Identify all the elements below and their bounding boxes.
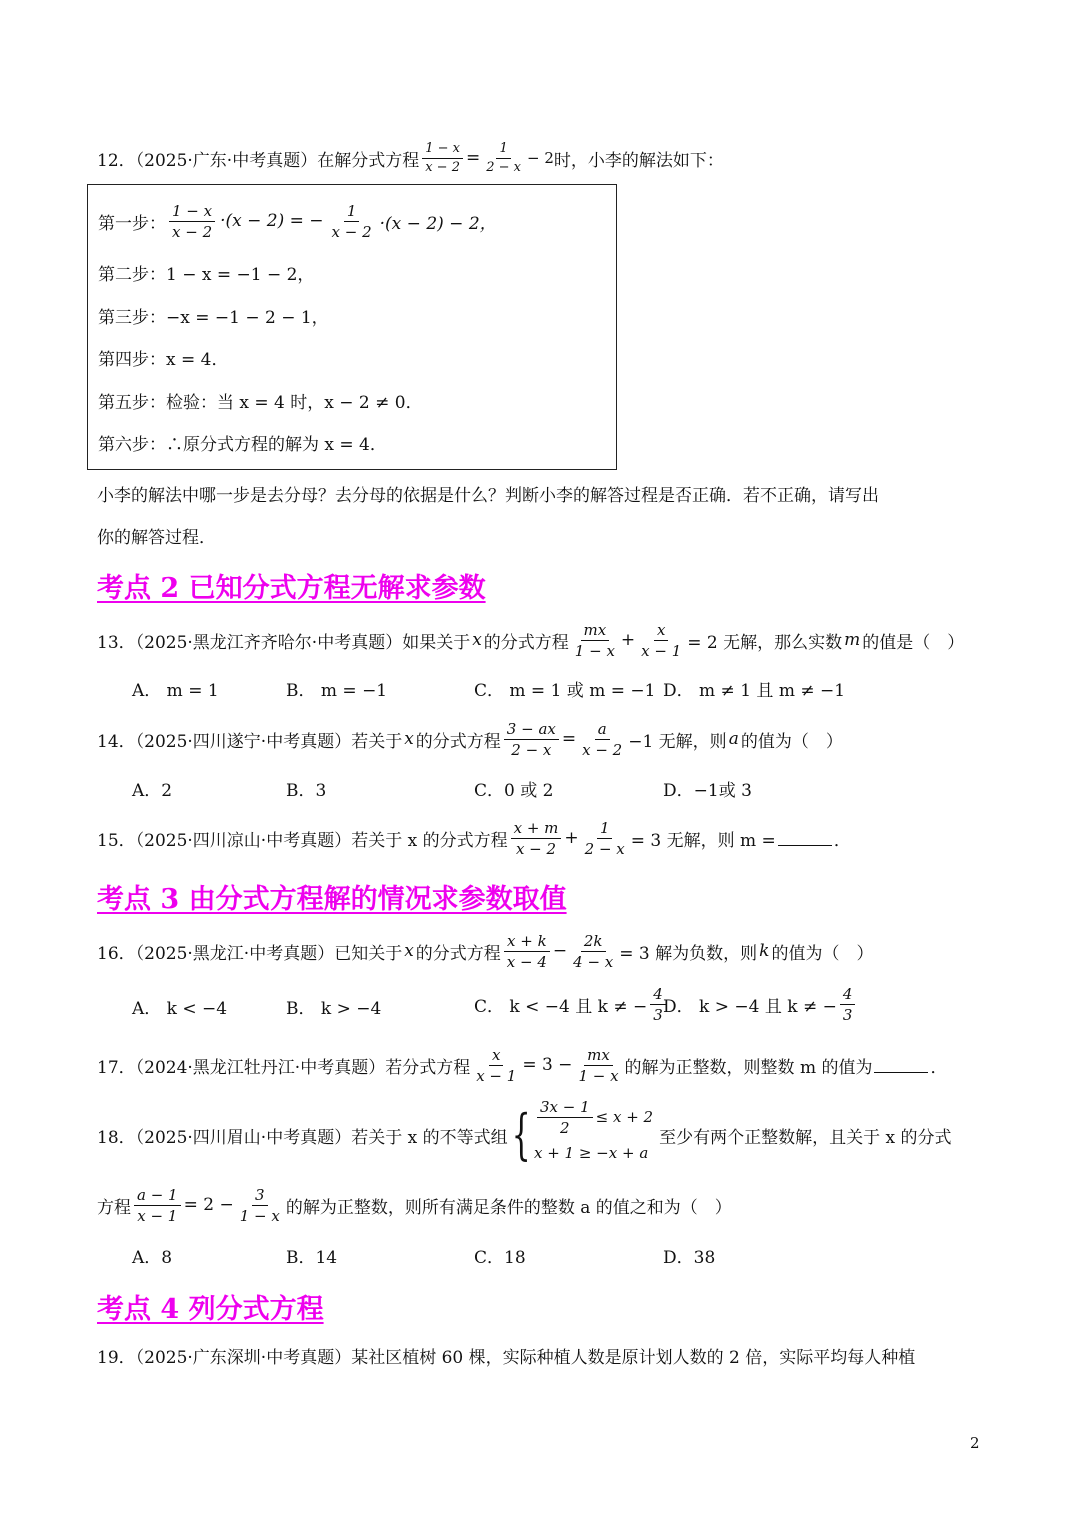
q14-option-a[interactable]: A．2 <box>132 781 173 801</box>
q14-option-c[interactable]: C．0 或 2 <box>474 781 554 801</box>
q14-frac1-num: 3 − ax <box>504 721 559 740</box>
q12-step5: 第五步：检验：当 x = 4 时，x − 2 ≠ 0． <box>98 393 423 413</box>
step1-frac2-den: x − 2 <box>331 222 372 241</box>
q16-option-b[interactable]: B． k > −4 <box>286 999 382 1019</box>
q13-frac1-num: mx <box>581 622 610 641</box>
q16-options <box>0 986 1080 1032</box>
q18-option-d[interactable]: D．38 <box>663 1248 716 1268</box>
q18-line2-suffix: 的解为正整数，则所有满足条件的整数 a 的值之和为（ ） <box>285 1197 732 1218</box>
q13-option-b[interactable]: B． m = −1 <box>286 681 388 701</box>
q12-stem <box>97 136 724 180</box>
q16-option-c-num: 4 <box>650 986 666 1005</box>
q16-frac1-num: x + k <box>504 933 550 952</box>
q13-frac1 <box>572 622 618 659</box>
q18-frac2-den: 1 − x <box>239 1206 280 1225</box>
q18-stem <box>97 1096 951 1174</box>
q17-suffix: 的解为正整数，则整数 m 的值为 <box>624 1057 873 1078</box>
q15-frac1-num: x + m <box>511 820 562 839</box>
q19-stem: 19．（2025·广东深圳·中考真题）某社区植树 60 棵，实际种植人数是原计划人数的 2 倍，实际平均每人种植 <box>97 1348 916 1368</box>
q12-frac2-den: 2 − x <box>486 159 521 175</box>
q14-frac2-den: x − 2 <box>582 740 623 759</box>
q14-frac1-den: 2 − x <box>511 740 552 759</box>
q17-prefix: 17．（2024·黑龙江牡丹江·中考真题）若分式方程 <box>97 1057 471 1078</box>
q16-option-c-den: 3 <box>653 1006 663 1024</box>
section-heading-2: 考点 2 已知分式方程无解求参数 <box>97 573 486 604</box>
step1-mid: ·(x − 2) = − <box>220 211 324 231</box>
q12-fraction-1 <box>422 142 463 175</box>
q18-line2-pre: 方程 <box>97 1197 131 1218</box>
q14-mid: 的分式方程 <box>415 731 501 752</box>
q15-frac1-den: x − 2 <box>515 839 557 858</box>
q17-frac2-num: mx <box>584 1047 613 1066</box>
step1-tail: ·(x − 2) − 2， <box>379 213 497 234</box>
q17-answer-blank[interactable] <box>874 1058 928 1073</box>
q17-end: ． <box>930 1057 948 1078</box>
q18-frac1-den: x − 1 <box>137 1206 178 1225</box>
q18-mid: = 2 − <box>183 1195 234 1215</box>
q18-option-b[interactable]: B．14 <box>286 1248 338 1268</box>
q15-plus: + <box>564 828 579 848</box>
q18-row1-den: 2 <box>560 1118 570 1137</box>
q18-frac2-num: 3 <box>252 1187 268 1206</box>
q13-options <box>0 676 1080 706</box>
step1-frac1 <box>169 203 215 240</box>
step1-frac1-num: 1 − x <box>169 203 215 222</box>
q16-option-c[interactable] <box>474 986 669 1023</box>
q12-step1 <box>98 198 499 244</box>
q14-option-d[interactable]: D．−1或 3 <box>663 781 752 801</box>
q13-plus: + <box>620 630 636 650</box>
q13-var: x <box>472 630 482 650</box>
q12-step3: 第三步：−x = −1 − 2 − 1， <box>98 308 329 328</box>
q18-prefix: 18．（2025·四川眉山·中考真题）若关于 x 的不等式组 <box>97 1127 508 1148</box>
q17-stem <box>97 1042 947 1088</box>
q14-option-b[interactable]: B．3 <box>286 781 327 801</box>
q18-brace-icon: { <box>511 1103 531 1166</box>
q14-frac2-num: a <box>595 721 610 740</box>
q15-stem <box>97 815 851 861</box>
q17-frac2-den: 1 − x <box>578 1066 619 1085</box>
q18-line2 <box>97 1182 732 1228</box>
q18-frac1 <box>134 1187 181 1224</box>
q15-prefix: 15．（2025·四川凉山·中考真题）若关于 x 的分式方程 <box>97 830 508 851</box>
q13-option-d[interactable]: D． m ≠ 1 且 m ≠ −1 <box>663 681 846 701</box>
q13-frac2-den: x − 1 <box>641 641 682 660</box>
q14-prefix: 14．（2025·四川遂宁·中考真题）若关于 <box>97 731 403 752</box>
q12-eq: = <box>465 148 481 168</box>
q12-fraction-2 <box>483 142 524 175</box>
q18-row1-tail: ≤ x + 2 <box>595 1108 654 1126</box>
q13-stem <box>97 617 964 663</box>
q12-step4: 第四步：x = 4． <box>98 350 229 370</box>
q12-frac1-num: 1 − x <box>422 142 463 159</box>
q12-step2: 第二步：1 − x = −1 − 2， <box>98 265 315 285</box>
q13-prefix: 13．（2025·黑龙江齐齐哈尔·中考真题）如果关于 <box>97 632 471 653</box>
q12-suffix: 时，小李的解法如下： <box>553 150 724 171</box>
q14-var-a: a <box>728 729 739 749</box>
q12-frac2-num: 1 <box>496 142 510 159</box>
q12-frac1-den: x − 2 <box>425 159 460 175</box>
q18-frac2 <box>237 1187 283 1224</box>
q16-frac2-num: 2k <box>581 933 606 952</box>
step1-frac2-num: 1 <box>344 203 360 222</box>
q13-frac1-den: 1 − x <box>574 641 615 660</box>
q15-suffix: = 3 无解，则 m = <box>630 830 776 851</box>
q13-option-c[interactable]: C． m = 1 或 m = −1 <box>474 681 656 701</box>
q16-mid: 的分式方程 <box>415 943 501 964</box>
q13-var-m: m <box>844 630 861 650</box>
q16-frac2-den: 4 − x <box>573 952 614 971</box>
q12-question-line2: 你的解答过程． <box>97 528 216 548</box>
q12-step6: 第六步：∴原分式方程的解为 x = 4． <box>98 435 387 455</box>
q14-frac2 <box>579 721 625 758</box>
q15-frac1 <box>511 820 562 857</box>
q12-prefix: 12．（2025·广东·中考真题）在解分式方程 <box>97 150 420 171</box>
q17-frac1 <box>473 1047 519 1084</box>
q16-frac1 <box>504 933 550 970</box>
q14-suffix-a: −1 无解，则 <box>628 731 727 752</box>
q13-suffix-b: 的值是（ ） <box>862 632 965 653</box>
q14-suffix-b: 的值为（ ） <box>740 731 843 752</box>
q13-suffix-a: = 2 无解，那么实数 <box>687 632 843 653</box>
q12-tail: − 2 <box>526 149 554 167</box>
q14-stem <box>97 716 843 762</box>
q16-option-d-den: 3 <box>842 1006 853 1024</box>
q12-question-line1: 小李的解法中哪一步是去分母？去分母的依据是什么？判断小李的解答过程是否正确．若不正确，请写出 <box>97 486 879 506</box>
q16-minus: − <box>552 941 568 961</box>
q16-frac2 <box>570 933 616 970</box>
q16-option-d-text: D． k > −4 且 k ≠ − <box>663 997 837 1017</box>
q18-row2: x + 1 ≥ −x + a <box>533 1144 649 1162</box>
q16-option-c-text: C． k < −4 且 k ≠ − <box>474 997 648 1017</box>
page-number: 2 <box>970 1434 980 1452</box>
q17-frac2 <box>575 1047 621 1084</box>
q16-option-a[interactable]: A． k < −4 <box>132 999 228 1019</box>
q16-option-d-frac <box>840 986 856 1023</box>
q14-eq: = <box>561 729 577 749</box>
q16-var-k: k <box>759 941 770 961</box>
step1-frac1-den: x − 2 <box>172 222 213 241</box>
q16-prefix: 16．（2025·黑龙江·中考真题）已知关于 <box>97 943 403 964</box>
q13-frac2-num: x <box>654 622 668 641</box>
q17-frac1-num: x <box>489 1047 503 1066</box>
q16-var: x <box>404 941 414 961</box>
q13-option-a[interactable]: A． m = 1 <box>132 681 219 701</box>
q18-option-a[interactable]: A．8 <box>132 1248 173 1268</box>
q17-frac1-den: x − 1 <box>476 1066 517 1085</box>
q17-mid: = 3 − <box>522 1055 573 1075</box>
q14-var: x <box>404 729 414 749</box>
q13-mid: 的分式方程 <box>483 632 569 653</box>
q14-options <box>0 776 1080 806</box>
q15-frac2 <box>582 820 628 857</box>
q16-suffix-a: = 3 解为负数，则 <box>619 943 758 964</box>
section-heading-4: 考点 4 列分式方程 <box>97 1294 324 1325</box>
q14-frac1 <box>504 721 559 758</box>
q18-inequality-system <box>508 1099 653 1171</box>
q18-row1-num: 3x − 1 <box>537 1099 593 1118</box>
q13-frac2 <box>638 622 684 659</box>
q16-suffix-b: 的值为（ ） <box>771 943 874 964</box>
q18-suffix: 至少有两个正整数解，且关于 x 的分式 <box>659 1127 952 1148</box>
q16-option-d[interactable] <box>663 986 858 1023</box>
q15-end: ． <box>833 830 851 851</box>
q18-frac1-num: a − 1 <box>134 1187 181 1206</box>
q15-answer-blank[interactable] <box>778 831 832 846</box>
step1-frac2 <box>329 203 375 240</box>
section-heading-3: 考点 3 由分式方程解的情况求参数取值 <box>97 884 567 915</box>
q18-option-c[interactable]: C．18 <box>474 1248 526 1268</box>
q15-frac2-den: 2 − x <box>584 839 625 858</box>
q18-row1-frac <box>537 1099 593 1136</box>
q18-options <box>0 1243 1080 1273</box>
q16-stem <box>97 928 873 974</box>
q15-frac2-num: 1 <box>597 820 613 839</box>
q16-option-d-num: 4 <box>840 986 856 1005</box>
step1-label: 第一步： <box>98 213 166 234</box>
q16-frac1-den: x − 4 <box>506 952 547 971</box>
